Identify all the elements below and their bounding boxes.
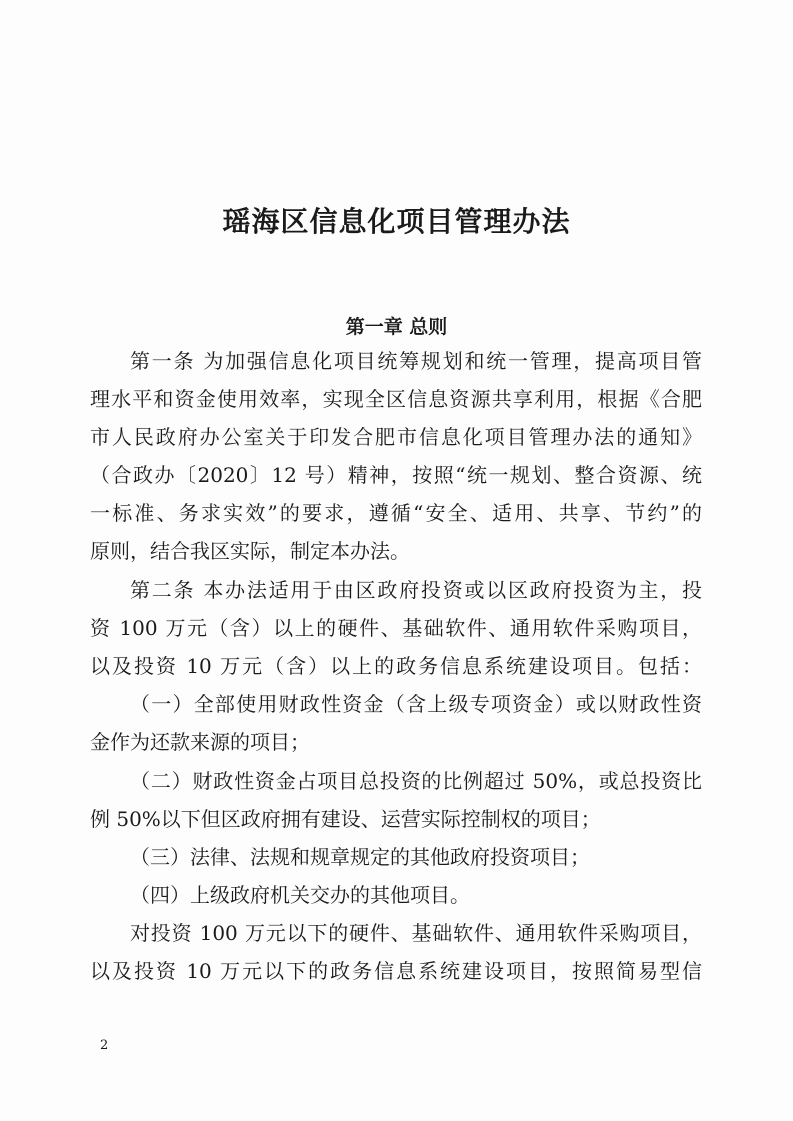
body-line: 第一条 为加强信息化项目统筹规划和统一管理，提高项目管 xyxy=(130,349,702,373)
body-line: 第二条 本办法适用于由区政府投资或以区政府投资为主，投 xyxy=(130,578,702,602)
body-line: 以及投资 10 万元以下的政务信息系统建设项目，按照简易型信 xyxy=(90,959,702,983)
body-line: （合政办〔2020〕12 号）精神，按照“统一规划、整合资源、统 xyxy=(90,463,702,487)
body-line: （四）上级政府机关交办的其他项目。 xyxy=(130,883,470,907)
body-line: （二）财政性资金占项目总投资的比例超过 50%，或总投资比 xyxy=(130,769,702,793)
body-line: 原则，结合我区实际，制定本办法。 xyxy=(90,539,410,563)
body-line: 例 50%以下但区政府拥有建设、运营实际控制权的项目； xyxy=(90,807,601,831)
body-line: （三）法律、法规和规章规定的其他政府投资项目； xyxy=(130,845,590,869)
body-line: 市人民政府办公室关于印发合肥市信息化项目管理办法的通知》 xyxy=(90,425,702,449)
body-line: 理水平和资金使用效率，实现全区信息资源共享利用，根据《合肥 xyxy=(90,387,702,411)
body-line: （一）全部使用财政性资金（含上级专项资金）或以财政性资 xyxy=(130,692,702,716)
body-line: 资 100 万元（含）以上的硬件、基础软件、通用软件采购项目， xyxy=(90,616,702,640)
body-line: 对投资 100 万元以下的硬件、基础软件、通用软件采购项目， xyxy=(130,921,702,945)
body-line: 一标准、务求实效”的要求，遵循“安全、适用、共享、节约”的 xyxy=(90,501,702,525)
body-line: 以及投资 10 万元（含）以上的政务信息系统建设项目。包括： xyxy=(90,654,702,678)
body-line: 金作为还款来源的项目； xyxy=(90,730,310,754)
chapter-heading: 第一章 总则 xyxy=(345,316,448,338)
page-number: 2 xyxy=(100,1038,109,1053)
document-title: 瑶海区信息化项目管理办法 xyxy=(222,205,571,238)
